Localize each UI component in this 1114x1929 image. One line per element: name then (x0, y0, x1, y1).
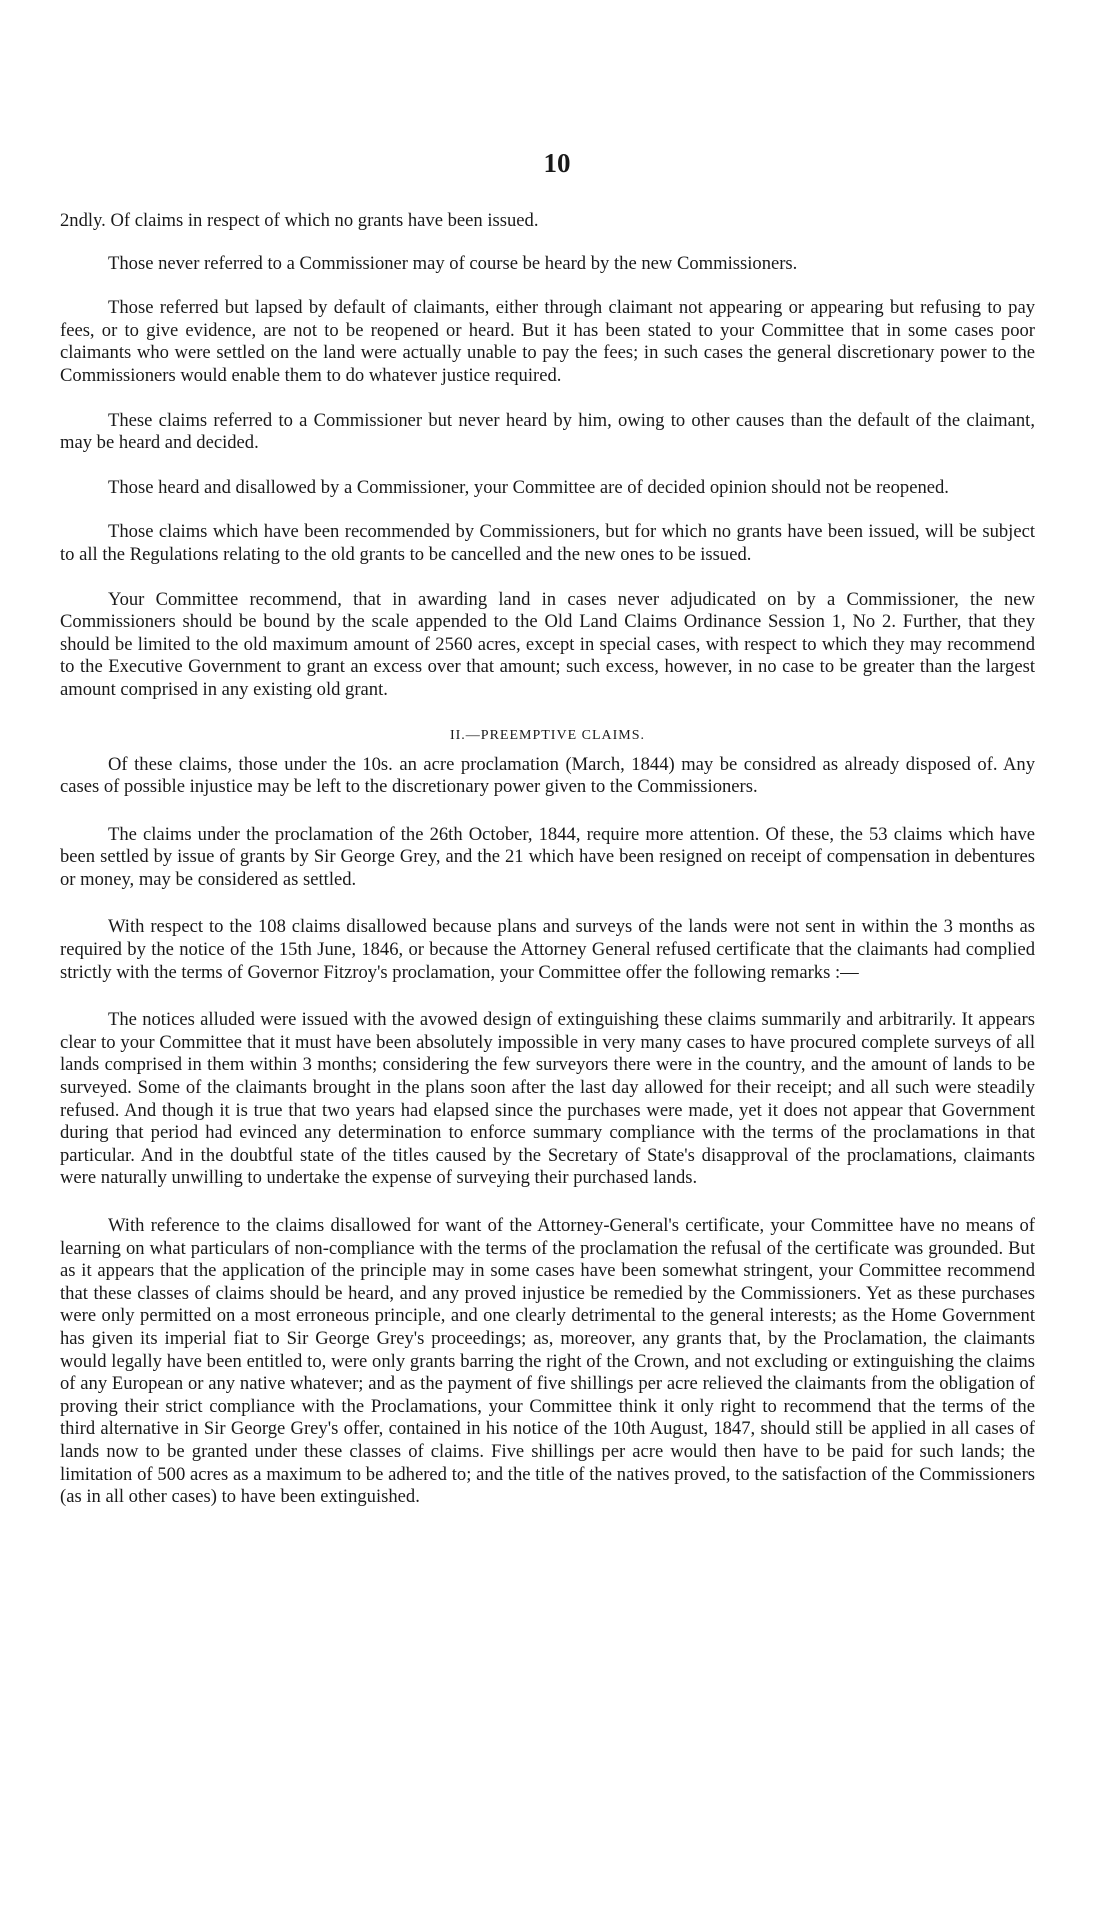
paragraph: Those never referred to a Commissioner may of course be heard by the new Commissioners. (108, 252, 798, 274)
subsection-heading: 2ndly. Of claims in respect of which no grants have been issued. (60, 210, 539, 231)
paragraph: Those referred but lapsed by default of claimants, either through claimant not appearing or appearing but refusing to pay fees, or to give evidence, are not to be reopened or heard. But it has been stated to your Committee that in some cases poor claimants who were settled on the land were actually unable to pay the fees; in such cases the general discretionary power to the Commissioners would enable them to do whatever justice required. (60, 297, 1035, 386)
document-body (60, 150, 1035, 1509)
paragraph: Of these claims, those under the 10s. an acre proclamation (March, 1844) may be considred as already disposed of. Any cases of possible injustice may be left to the discretionary power given to the Commissioners. (60, 753, 1035, 798)
paragraph: The notices alluded were issued with the avowed design of extinguishing these claims summarily and arbitrarily. It appears clear to your Committee that it must have been absolutely impossible in very many cases to have procured complete surveys of all lands comprised in them within 3 months; considering the few surveyors there were in the country, and the amount of lands to be surveyed. Some of the claimants brought in the plans soon after the last day allowed for their receipt; and all such were steadily refused. And though it is true that two years had elapsed since the purchases were made, yet it does not appear that Government during that period had evinced any determination to enforce summary compliance with the terms of the proclamations in that particular. And in the doubtful state of the titles caused by the Secretary of State's disapproval of the proclamations, claimants were naturally unwilling to undertake the expense of surveying their purchased lands. (60, 1009, 1035, 1189)
paragraph: The claims under the proclamation of the 26th October, 1844, require more attention. Of these, the 53 claims which have been settled by issue of grants by Sir George Grey, and the 21 which have been resigned on receipt of compensation in debentures or money, may be considered as settled. (60, 823, 1035, 890)
paragraph: Those claims which have been recommended by Commissioners, but for which no grants have been issued, will be subject to all the Regulations relating to the old grants to be cancelled and the new ones to be issued. (60, 521, 1035, 565)
section-heading: II.—PREEMPTIVE CLAIMS. (449, 727, 646, 743)
paragraph: Your Committee recommend, that in awarding land in cases never adjudicated on by a Commissioner, the new Commissioners should be bound by the scale appended to the Old Land Claims Ordinance Session 1, No 2. Further, that they should be limited to the old maximum amount of 2560 acres, except in special cases, with respect to which they may recommend to the Executive Government to grant an excess over that amount; such excess, however, in no case to be greater than the largest amount comprised in any existing old grant. (60, 588, 1035, 700)
paragraph: With respect to the 108 claims disallowed because plans and surveys of the lands were not sent in within the 3 months as required by the notice of the 15th June, 1846, or because the Attorney General refused certificate that the claimants had complied strictly with the terms of Governor Fitzroy's proclamation, your Committee offer the following remarks :— (60, 916, 1035, 983)
paragraph: With reference to the claims disallowed for want of the Attorney-General's certificate, your Committee have no means of learning on what particulars of non-compliance with the terms of the proclamation the refusal of the certificate was grounded. But as it appears that the application of the principle may in some cases have been somewhat stringent, your Committee recommend that these classes of claims should be heard, and any proved injustice be remedied by the Commissioners. Yet as these purchases were only permitted on a most erroneous principle, and one clearly detrimental to the general interests; as the Home Government has given its imperial fiat to Sir George Grey's proceedings; as, moreover, any grants that, by the Proclamation, the claimants would legally have been entitled to, were only grants barring the right of the Crown, and not excluding or extinguishing the claims of any European or any native whatever; and as the payment of five shillings per acre relieved the claimants from the obligation of proving their strict compliance with the Proclamations, your Committee think it only right to recommend that the terms of the third alternative in Sir George Grey's offer, contained in his notice of the 10th August, 1847, should still be applied in all cases of lands now to be granted under these classes of claims. Five shillings per acre would then have to be paid for such lands; the limitation of 500 acres as a maximum to be adhered to; and the title of the natives proved, to the satisfaction of the Commissioners (as in all other cases) to have been extinguished. (60, 1215, 1035, 1508)
paragraph: These claims referred to a Commissioner but never heard by him, owing to other causes than the default of the claimant, may be heard and decided. (60, 409, 1035, 454)
page-number: 10 (543, 148, 571, 178)
paragraph: Those heard and disallowed by a Commissioner, your Committee are of decided opinion should not be reopened. (108, 476, 949, 498)
